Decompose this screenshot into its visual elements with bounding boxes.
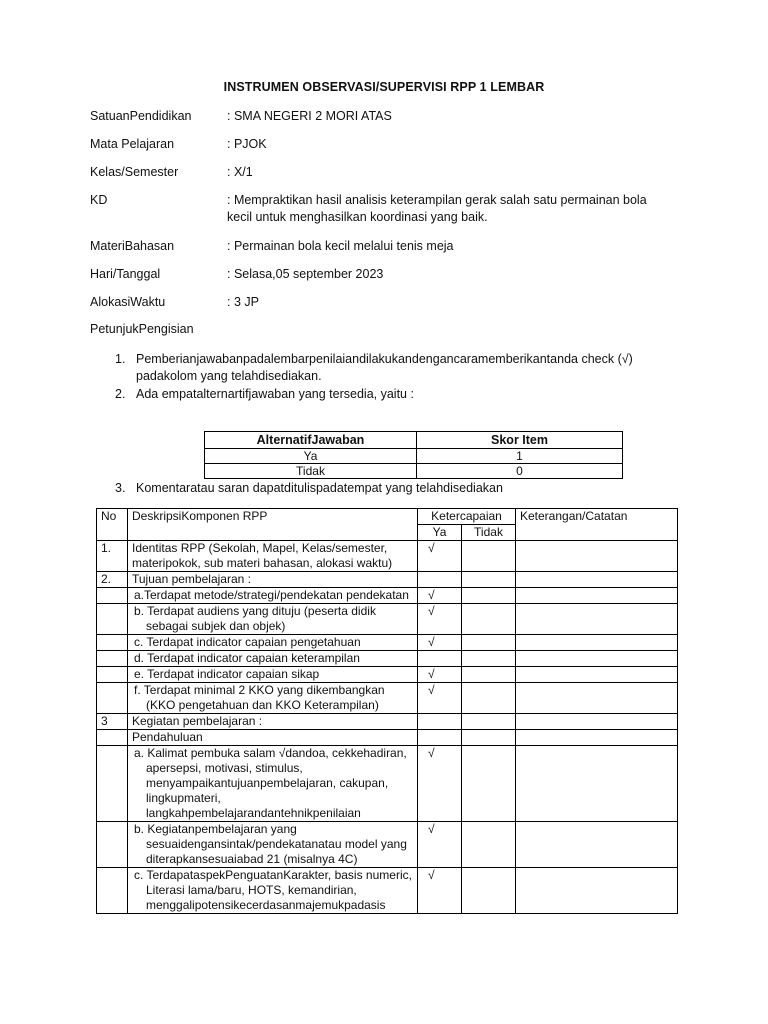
row-notes xyxy=(516,868,678,914)
row-number xyxy=(97,604,128,635)
row-notes xyxy=(516,746,678,822)
table-row xyxy=(97,868,678,914)
header-keterangan: Keterangan/Catatan xyxy=(516,509,678,541)
row-notes xyxy=(516,822,678,868)
header-no: No xyxy=(97,509,128,541)
row-number xyxy=(97,635,128,651)
table-row xyxy=(97,714,678,730)
check-ya: √ xyxy=(418,683,462,714)
check-tidak xyxy=(462,572,516,588)
check-tidak xyxy=(462,604,516,635)
row-description: e. Terdapat indicator capaian sikap xyxy=(128,667,418,683)
meta-label: KD xyxy=(90,193,108,207)
header-desc: DeskripsiKomponen RPP xyxy=(128,509,418,541)
check-ya: √ xyxy=(418,746,462,822)
table-row xyxy=(97,822,678,868)
table-cell: 1 xyxy=(417,449,623,464)
row-number xyxy=(97,746,128,822)
meta-value: : Selasa,05 september 2023 xyxy=(227,267,384,281)
header-skor: Skor Item xyxy=(417,432,623,449)
row-description: f. Terdapat minimal 2 KKO yang dikembangkan (KKO pengetahuan dan KKO Keterampilan) xyxy=(128,683,418,714)
meta-value: : PJOK xyxy=(227,137,267,151)
rpp-component-table xyxy=(96,508,678,914)
check-ya: √ xyxy=(418,604,462,635)
table-row xyxy=(205,464,623,479)
meta-label: Hari/Tanggal xyxy=(90,267,161,281)
row-notes xyxy=(516,730,678,746)
row-description: c. TerdapataspekPenguatanKarakter, basis numeric, Literasi lama/baru, HOTS, kemandirian, menggalipotensikecerdasanmajemukpadasis xyxy=(128,868,418,914)
instruction-text: Ada empatalternartifjawaban yang tersedia, yaitu : xyxy=(136,387,414,401)
row-number xyxy=(97,667,128,683)
table-row xyxy=(97,730,678,746)
check-ya xyxy=(418,730,462,746)
meta-value: : Mempraktikan hasil analisis keterampilan gerak salah satu permainan bola kecil untuk menghasilkan koordinasi yang baik. xyxy=(227,193,647,224)
row-number xyxy=(97,651,128,667)
row-description: Tujuan pembelajaran : xyxy=(128,572,418,588)
row-notes xyxy=(516,635,678,651)
row-number: 1. xyxy=(97,541,128,572)
row-number xyxy=(97,588,128,604)
row-number: 3 xyxy=(97,714,128,730)
row-description: Identitas RPP (Sekolah, Mapel, Kelas/semester, materipokok, sub materi bahasan, alokasi waktu) xyxy=(128,541,418,572)
meta-value: : SMA NEGERI 2 MORI ATAS xyxy=(227,109,392,123)
alternative-answer-table xyxy=(204,431,623,479)
check-ya xyxy=(418,572,462,588)
table-row xyxy=(97,588,678,604)
meta-label: AlokasiWaktu xyxy=(90,295,166,309)
row-notes xyxy=(516,588,678,604)
check-tidak xyxy=(462,588,516,604)
table-header-row xyxy=(205,432,623,449)
document-title: INSTRUMEN OBSERVASI/SUPERVISI RPP 1 LEMBAR xyxy=(223,80,545,94)
check-tidak xyxy=(462,868,516,914)
check-ya: √ xyxy=(418,635,462,651)
table-cell: Ya xyxy=(205,449,417,464)
check-ya xyxy=(418,714,462,730)
instructions-heading: PetunjukPengisian xyxy=(90,322,194,336)
instruction-text: Pemberianjawabanpadalembarpenilaiandilakukandengancaramemberikantanda check (√) padakolom yang telahdisediakan. xyxy=(136,352,633,383)
row-description: a. Kalimat pembuka salam √dandoa, cekkehadiran, apersepsi, motivasi, stimulus, menyampaikantujuanpembelajaran, cakupan, lingkupmateri, langkahpembelajarandantehnikpenilaian xyxy=(128,746,418,822)
instruction-text: Komentaratau saran dapatditulispadatempat yang telahdisediakan xyxy=(136,481,503,495)
row-notes xyxy=(516,604,678,635)
check-ya: √ xyxy=(418,667,462,683)
table-row xyxy=(205,449,623,464)
row-notes xyxy=(516,714,678,730)
check-tidak xyxy=(462,822,516,868)
check-tidak xyxy=(462,746,516,822)
row-notes xyxy=(516,572,678,588)
check-tidak xyxy=(462,667,516,683)
meta-value: : 3 JP xyxy=(227,295,259,309)
row-notes xyxy=(516,683,678,714)
check-tidak xyxy=(462,683,516,714)
check-ya: √ xyxy=(418,822,462,868)
header-ketercapaian: Ketercapaian xyxy=(418,509,516,525)
table-row xyxy=(97,635,678,651)
instruction-number: 1. xyxy=(115,352,126,366)
row-number xyxy=(97,868,128,914)
check-tidak xyxy=(462,635,516,651)
check-tidak xyxy=(462,651,516,667)
row-notes xyxy=(516,541,678,572)
table-cell: Tidak xyxy=(205,464,417,479)
row-description: d. Terdapat indicator capaian keterampilan xyxy=(128,651,418,667)
meta-value: : X/1 xyxy=(227,165,253,179)
table-row xyxy=(97,651,678,667)
table-row xyxy=(97,572,678,588)
table-row xyxy=(97,667,678,683)
check-ya: √ xyxy=(418,588,462,604)
row-description: c. Terdapat indicator capaian pengetahuan xyxy=(128,635,418,651)
row-notes xyxy=(516,651,678,667)
check-ya xyxy=(418,651,462,667)
row-description: Kegiatan pembelajaran : xyxy=(128,714,418,730)
header-tidak: Tidak xyxy=(462,525,516,541)
instruction-number: 3. xyxy=(115,481,126,495)
check-tidak xyxy=(462,730,516,746)
table-row xyxy=(97,541,678,572)
row-notes xyxy=(516,667,678,683)
table-header-row xyxy=(97,509,678,525)
check-tidak xyxy=(462,541,516,572)
row-description: Pendahuluan xyxy=(128,730,418,746)
row-number xyxy=(97,683,128,714)
row-description: b. Kegiatanpembelajaran yang sesuaidengansintak/pendekatanatau model yang diterapkansesuaiabad 21 (misalnya 4C) xyxy=(128,822,418,868)
meta-label: Kelas/Semester xyxy=(90,165,179,179)
meta-label: Mata Pelajaran xyxy=(90,137,175,151)
meta-value: : Permainan bola kecil melalui tenis meja xyxy=(227,239,454,253)
table-cell: 0 xyxy=(417,464,623,479)
row-number xyxy=(97,730,128,746)
row-number xyxy=(97,822,128,868)
check-ya: √ xyxy=(418,541,462,572)
meta-label: MateriBahasan xyxy=(90,239,175,253)
meta-label: SatuanPendidikan xyxy=(90,109,192,123)
table-row xyxy=(97,683,678,714)
row-description: b. Terdapat audiens yang dituju (peserta didik sebagai subjek dan objek) xyxy=(128,604,418,635)
check-ya: √ xyxy=(418,868,462,914)
row-number: 2. xyxy=(97,572,128,588)
instruction-number: 2. xyxy=(115,387,126,401)
table-row xyxy=(97,604,678,635)
check-tidak xyxy=(462,714,516,730)
header-alternatif: AlternatifJawaban xyxy=(205,432,417,449)
table-row xyxy=(97,746,678,822)
row-description: a.Terdapat metode/strategi/pendekatan pendekatan xyxy=(128,588,418,604)
header-ya: Ya xyxy=(418,525,462,541)
